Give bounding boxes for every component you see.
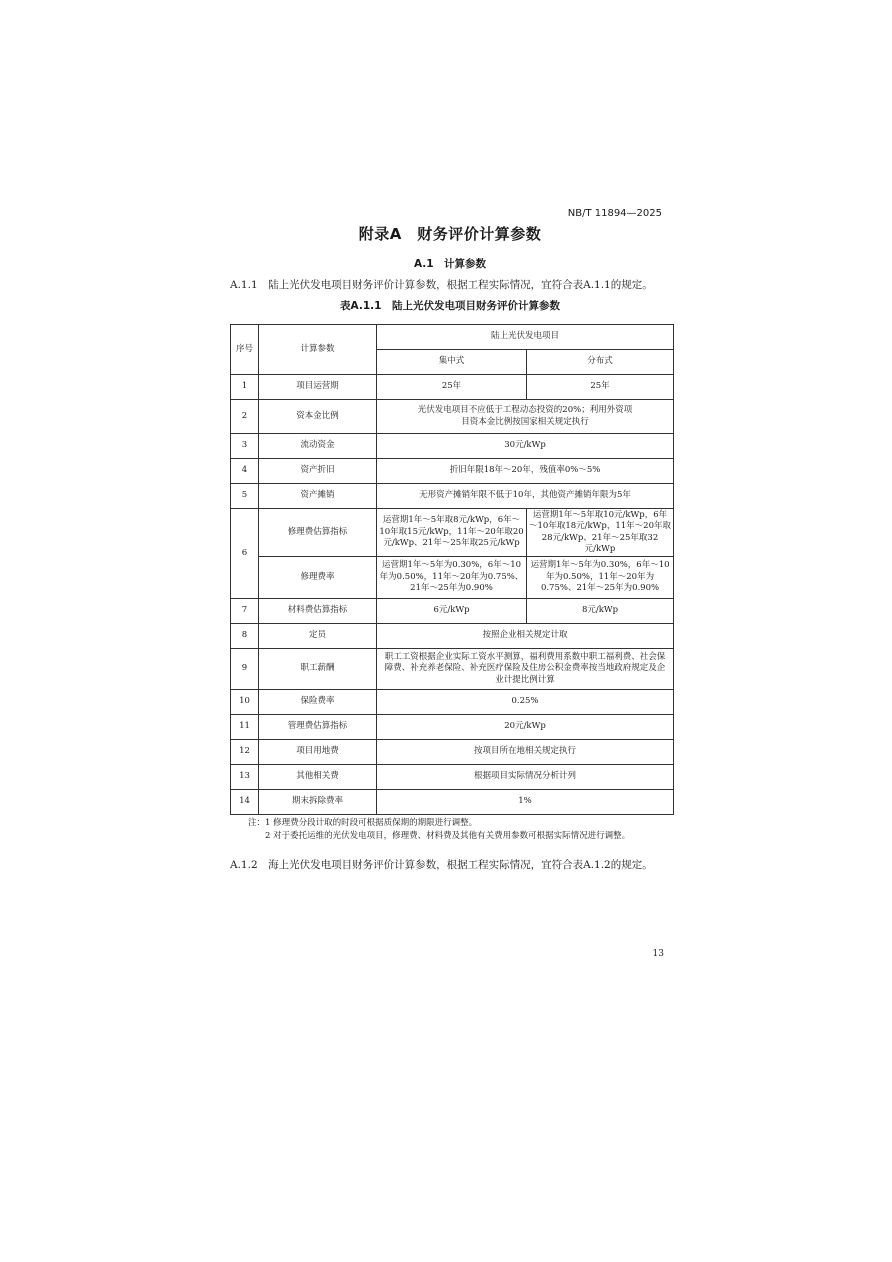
row-centralized: 25年 [377, 375, 527, 400]
row-param: 管理费估算指标 [259, 715, 377, 740]
row-value: 根据项目实际情况分析计列 [377, 765, 674, 790]
table-row [231, 434, 674, 459]
table-title: 表A.1.1 陆上光伏发电项目财务评价计算参数 [340, 300, 560, 312]
paragraph-a-1-2: A.1.2 海上光伏发电项目财务评价计算参数，根据工程实际情况，宜符合表A.1.2的规定。 [230, 859, 653, 871]
appendix-title: 附录A 财务评价计算参数 [358, 225, 542, 243]
header-group: 陆上光伏发电项目 [377, 325, 674, 350]
table-row [231, 459, 674, 484]
page-number: 13 [652, 949, 664, 959]
row-param: 期末拆除费率 [259, 790, 377, 815]
row-no: 4 [231, 459, 259, 484]
header-param: 计算参数 [259, 325, 377, 375]
table-row [231, 715, 674, 740]
note-1: 注：1 修理费分段计取的时段可根据质保期的期限进行调整。 [248, 818, 478, 828]
row-no: 11 [231, 715, 259, 740]
row-centralized: 运营期1年～5年为0.30%，6年～10年为0.50%，11年～20年为0.75%、21年～25年为0.90% [377, 557, 527, 599]
row-no: 2 [231, 400, 259, 434]
table-row [231, 400, 674, 434]
table-row [231, 624, 674, 649]
table-notes [248, 817, 630, 843]
header-distributed: 分布式 [527, 350, 674, 375]
row-param: 定员 [259, 624, 377, 649]
row-param: 保险费率 [259, 690, 377, 715]
header-no: 序号 [231, 325, 259, 375]
section-title: A.1 计算参数 [413, 258, 487, 270]
note-2: 2 对于委托运维的光伏发电项目，修理费、材料费及其他有关费用参数可根据实际情况进行调整。 [265, 831, 631, 841]
row-no: 10 [231, 690, 259, 715]
row-no: 12 [231, 740, 259, 765]
table-row [231, 375, 674, 400]
row-no: 9 [231, 649, 259, 690]
row-param: 修理费率 [259, 557, 377, 599]
row-value: 折旧年限18年～20年，残值率0%～5% [377, 459, 674, 484]
table-row [231, 690, 674, 715]
table-row [231, 649, 674, 690]
header-centralized: 集中式 [377, 350, 527, 375]
row-distributed: 运营期1年～5年为0.30%，6年～10年为0.50%，11年～20年为0.75%、21年～25年为0.90% [527, 557, 674, 599]
row-distributed: 8元/kWp [527, 599, 674, 624]
row-param: 流动资金 [259, 434, 377, 459]
row-value: 按照企业相关规定计取 [377, 624, 674, 649]
row-param: 材料费估算指标 [259, 599, 377, 624]
row-param: 其他相关费 [259, 765, 377, 790]
row-no: 3 [231, 434, 259, 459]
paragraph-a-1-1: A.1.1 陆上光伏发电项目财务评价计算参数，根据工程实际情况，宜符合表A.1.1的规定。 [230, 279, 653, 291]
table-row [231, 599, 674, 624]
row-value: 1% [377, 790, 674, 815]
row-no: 1 [231, 375, 259, 400]
table-row [231, 740, 674, 765]
row-no: 8 [231, 624, 259, 649]
table-row [231, 557, 674, 599]
row-centralized: 6元/kWp [377, 599, 527, 624]
row-no: 14 [231, 790, 259, 815]
row-value: 光伏发电项目不应低于工程动态投资的20%；利用外资项目资本金比例按国家相关规定执行 [377, 400, 674, 434]
row-value: 30元/kWp [377, 434, 674, 459]
row-no: 7 [231, 599, 259, 624]
row-param: 项目用地费 [259, 740, 377, 765]
row-param: 职工薪酬 [259, 649, 377, 690]
row-param: 修理费估算指标 [259, 509, 377, 557]
standard-number: NB/T 11894—2025 [567, 208, 662, 219]
row-no: 6 [231, 509, 259, 599]
row-value: 20元/kWp [377, 715, 674, 740]
row-distributed: 25年 [527, 375, 674, 400]
row-param: 资产摊销 [259, 484, 377, 509]
parameter-table [230, 324, 674, 815]
row-value: 0.25% [377, 690, 674, 715]
row-value: 无形资产摊销年限不低于10年，其他资产摊销年限为5年 [377, 484, 674, 509]
row-centralized: 运营期1年～5年取8元/kWp，6年～10年取15元/kWp，11年～20年取20元/kWp、21年～25年取25元/kWp [377, 509, 527, 557]
row-no: 5 [231, 484, 259, 509]
table-row [231, 484, 674, 509]
row-value: 职工工资根据企业实际工资水平测算，福利费用系数中职工福利费、社会保障费、补充养老保险、补充医疗保险及住房公积金费率按当地政府规定及企业计提比例计算 [377, 649, 674, 690]
row-no: 13 [231, 765, 259, 790]
table-row [231, 790, 674, 815]
row-value: 按项目所在地相关规定执行 [377, 740, 674, 765]
row-param: 资本金比例 [259, 400, 377, 434]
row-param: 资产折旧 [259, 459, 377, 484]
table-row [231, 509, 674, 557]
table-row [231, 765, 674, 790]
row-distributed: 运营期1年～5年取10元/kWp，6年～10年取18元/kWp，11年～20年取28元/kWp、21年～25年取32元/kWp [527, 509, 674, 557]
row-param: 项目运营期 [259, 375, 377, 400]
